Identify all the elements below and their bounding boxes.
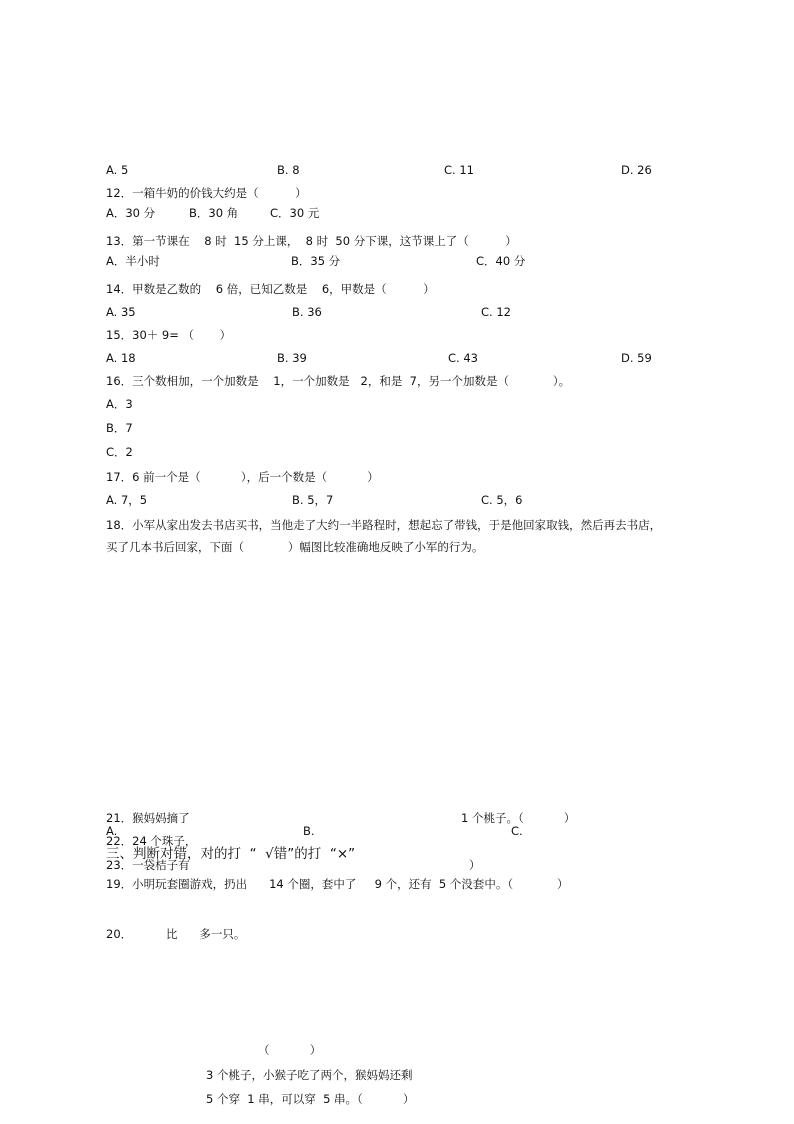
q13-stem: 13．第一节课在 8 时 15 分上课， 8 时 50 分下课，这节课上了（ ）	[106, 234, 517, 248]
q23-stem-start: 23．一袋桔子有	[106, 858, 190, 872]
q21-stem-start: 21．猴妈妈摘了	[106, 811, 190, 825]
q21-option-c: C.	[511, 824, 523, 838]
q12-option-c: C．30 元	[270, 206, 320, 220]
q14-stem: 14．甲数是乙数的 6 倍，已知乙数是 6，甲数是（ ）	[106, 282, 435, 296]
q12-option-a: A．30 分	[106, 206, 156, 220]
q16-stem: 16．三个数相加，一个加数是 1，一个加数是 2，和是 7，另一个加数是（ ）。	[106, 374, 571, 388]
q11-option-b: B. 8	[277, 163, 300, 177]
q16-option-b: B．7	[106, 421, 133, 435]
q13-option-a: A．半小时	[106, 254, 160, 268]
q15-option-a: A. 18	[106, 351, 136, 365]
q18-line-1: 18．小军从家出发去书店买书，当他走了大约一半路程时，想起忘了带钱，于是他回家取钱，然后再去书店，	[106, 518, 662, 532]
q22-stem-start: 22．24 个珠子，	[106, 834, 197, 848]
q12-stem: 12．一箱牛奶的价钱大约是（ ）	[106, 186, 307, 200]
q11-option-c: C. 11	[444, 163, 474, 177]
q18-line-2: 买了几本书后回家，下面（ ）幅图比较准确地反映了小军的行为。	[106, 540, 484, 554]
q15-option-d: D. 59	[621, 351, 652, 365]
q16-option-a: A．3	[106, 397, 133, 411]
q14-option-b: B. 36	[292, 305, 322, 319]
q19-stem: 19．小明玩套圈游戏，扔出 14 个圈，套中了 9 个，还有 5 个没套中。（ ）	[106, 877, 569, 891]
q16-option-c: C．2	[106, 445, 133, 459]
q15-stem: 15．30＋ 9= （ ）	[106, 328, 232, 342]
q22-stem-continued: 5 个穿 1 串，可以穿 5 串。（ ）	[206, 1092, 415, 1106]
q23-paren-close: ）	[469, 858, 481, 872]
q11-option-a: A. 5	[106, 163, 129, 177]
q17-option-c: C. 5，6	[481, 493, 523, 507]
q13-option-c: C．40 分	[476, 254, 526, 268]
section-3-title: 三、判断对错，对的打 “ √错”的打 “×”	[106, 846, 356, 862]
answer-paren: （ ）	[258, 1043, 322, 1057]
q12-option-b: B．30 角	[189, 206, 239, 220]
q21-stem-end: 1 个桃子。（ ）	[461, 811, 576, 825]
q21-option-a: A.	[106, 824, 118, 838]
q20-number: 20．	[106, 927, 133, 941]
q17-option-b: B. 5，7	[292, 493, 334, 507]
q14-option-c: C. 12	[481, 305, 511, 319]
q17-stem: 17．6 前一个是（ ），后一个数是（ ）	[106, 470, 379, 484]
q21-stem-continued: 3 个桃子，小猴子吃了两个，猴妈妈还剩	[206, 1068, 413, 1082]
q14-option-a: A. 35	[106, 305, 136, 319]
q17-option-a: A. 7，5	[106, 493, 148, 507]
q11-option-d: D. 26	[621, 163, 652, 177]
q13-option-b: B．35 分	[291, 254, 341, 268]
q15-option-b: B. 39	[277, 351, 307, 365]
q21-option-b: B.	[303, 824, 315, 838]
q20-stem: 比 多一只。	[166, 927, 246, 941]
q15-option-c: C. 43	[448, 351, 478, 365]
